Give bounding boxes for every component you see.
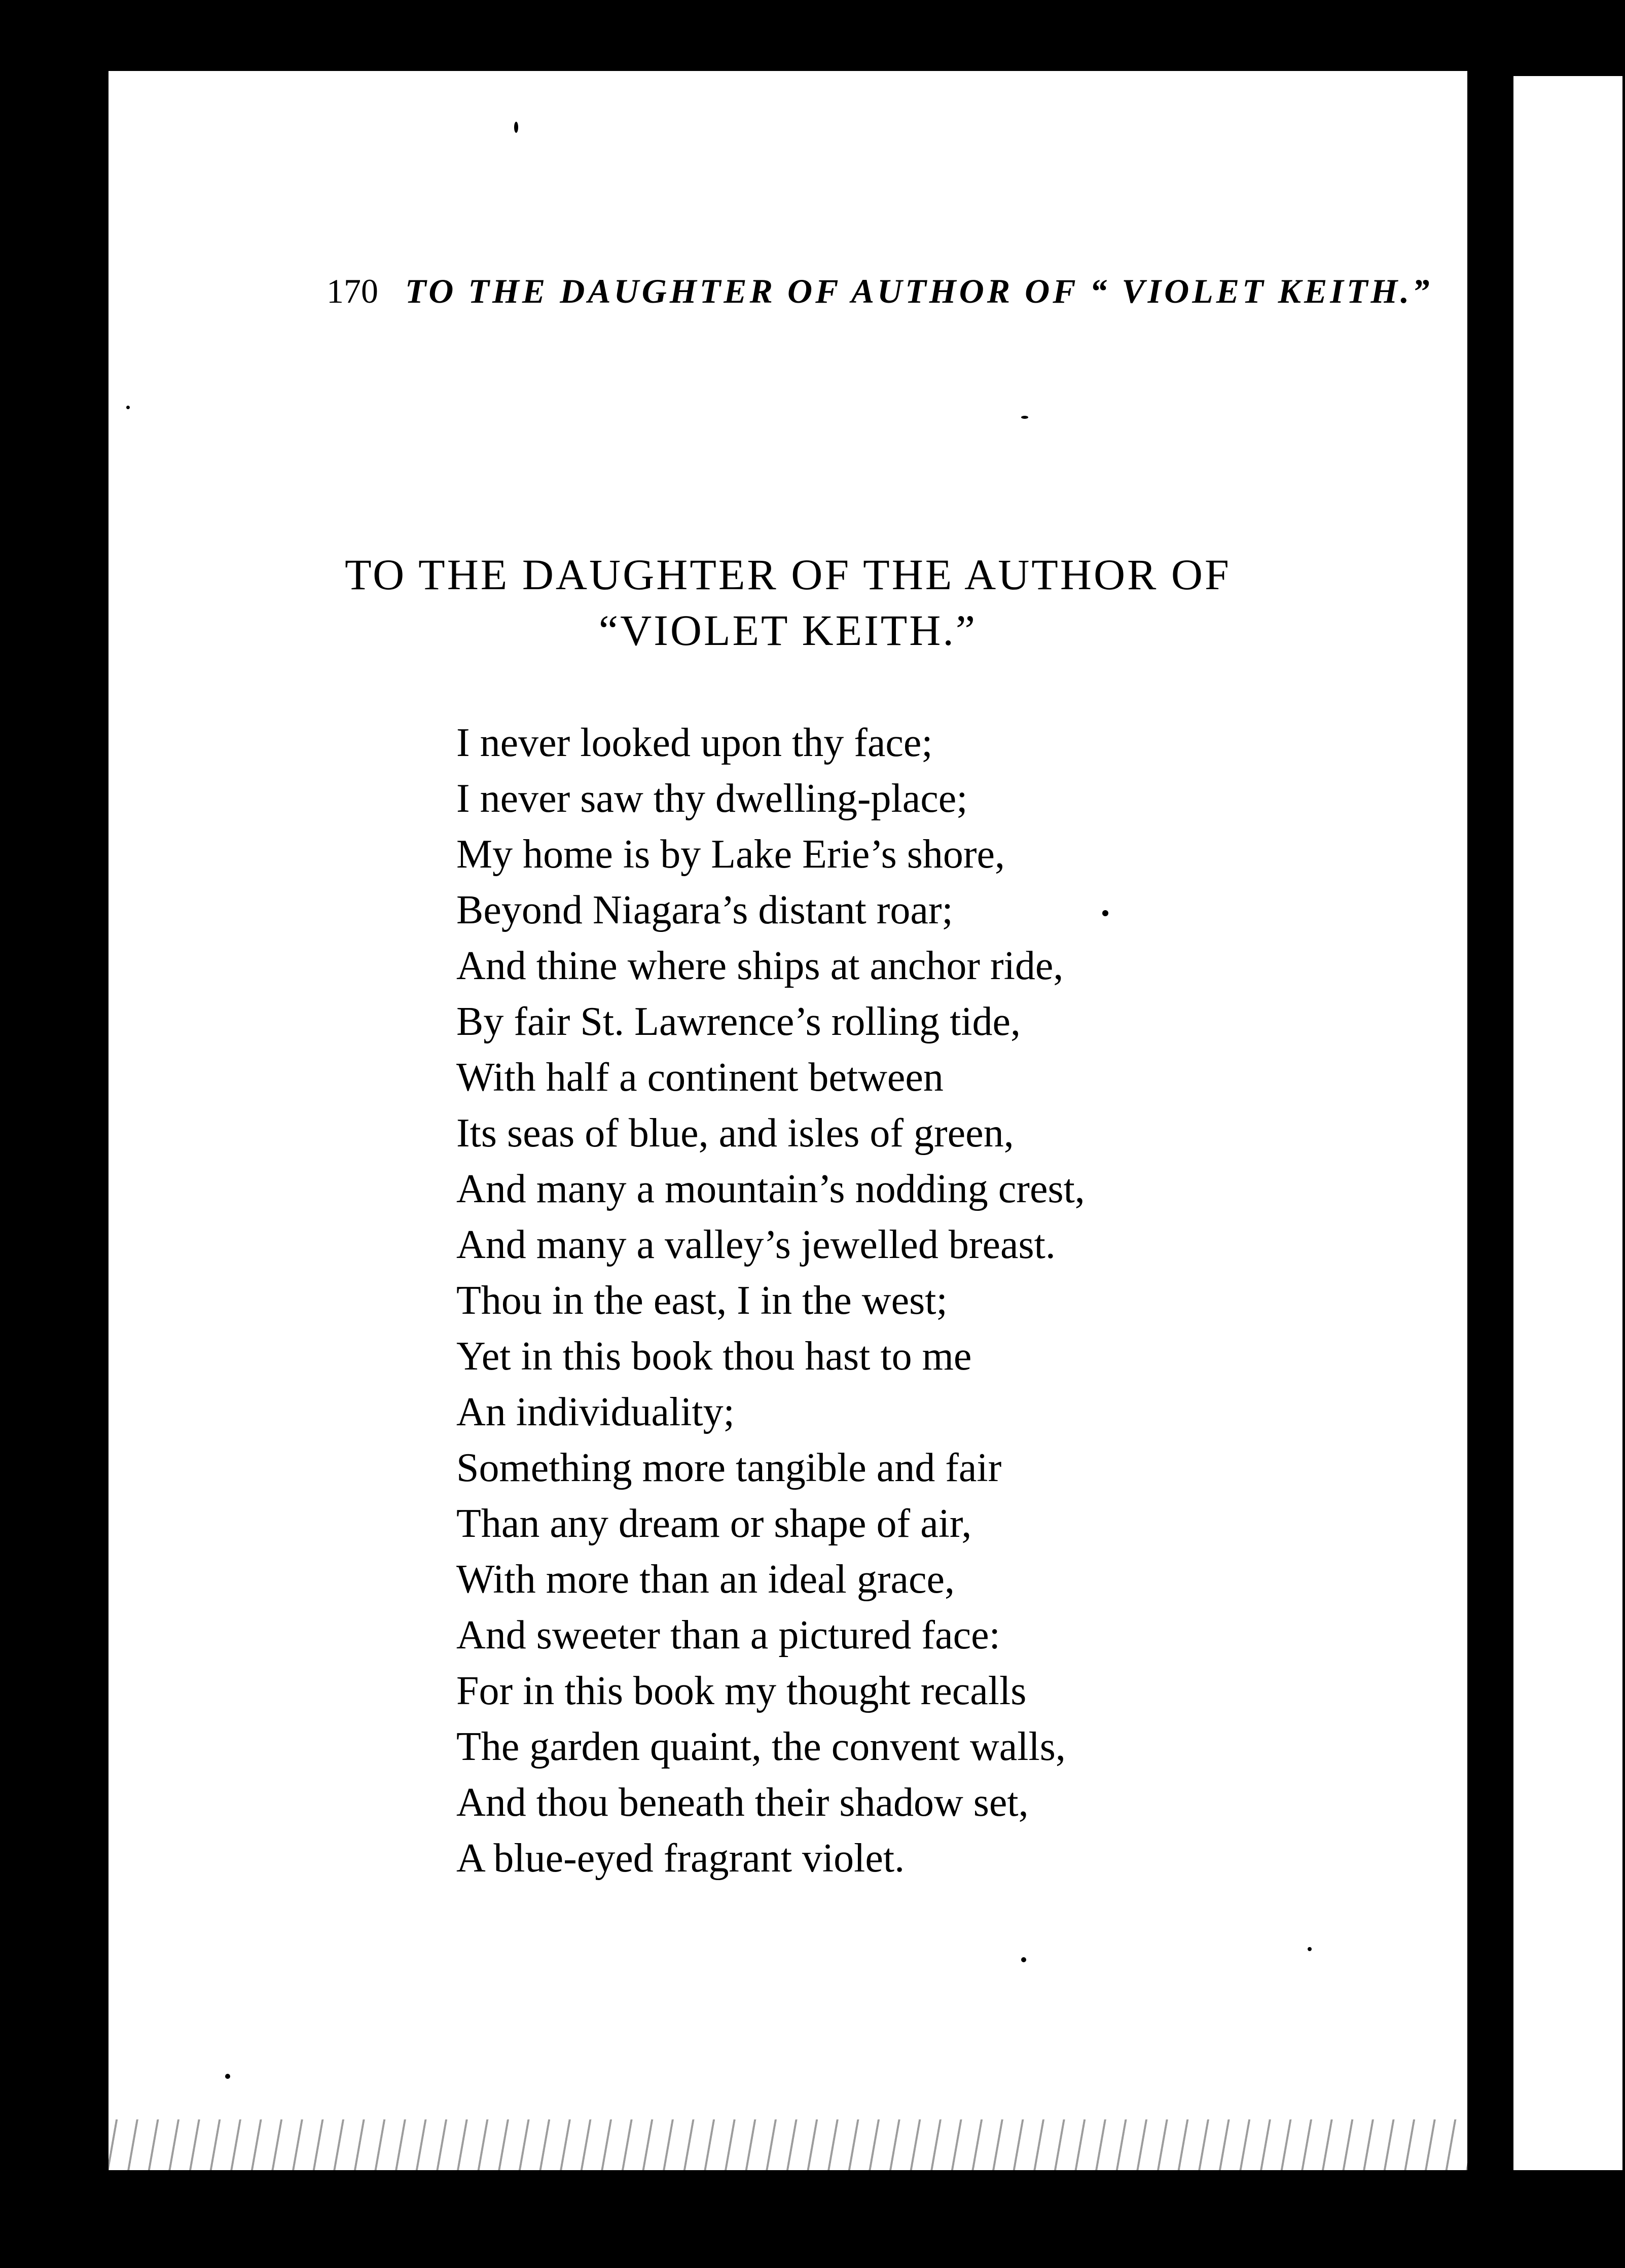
running-title: TO THE DAUGHTER OF AUTHOR OF “ VIOLET KEITH.” [405,272,1433,310]
poem-line: And thine where ships at anchor ride, [456,944,1064,988]
poem-title-line-1: TO THE DAUGHTER OF THE AUTHOR OF [345,550,1231,599]
scan-speck [1021,1957,1026,1962]
poem-line: I never looked upon thy face; [456,721,933,765]
scan-speck [1102,910,1108,916]
poem-line: With half a continent between [456,1055,944,1100]
scan-speck [1308,1947,1312,1951]
poem-line: Thou in the east, I in the west; [456,1278,948,1323]
scan-speck [514,122,518,133]
poem-line: And thou beneath their shadow set, [456,1780,1029,1825]
poem-line: An individuality; [456,1390,735,1434]
poem-line: Beyond Niagara’s distant roar; [456,888,953,932]
poem-line: My home is by Lake Erie’s shore, [456,832,1005,877]
poem-line: I never saw thy dwelling-place; [456,776,968,821]
poem-line: And many a valley’s jewelled breast. [456,1222,1056,1267]
adjacent-page-edge [1513,76,1622,2170]
poem-line: And many a mountain’s nodding crest, [456,1167,1085,1211]
page-number: 170 [327,272,378,310]
poem-line: Something more tangible and fair [456,1446,1002,1490]
poem-line: A blue-eyed fragrant violet. [456,1836,905,1881]
scan-speck [1021,416,1028,419]
poem-line: Yet in this book thou hast to me [456,1334,972,1379]
poem-stanza [456,715,1085,1886]
poem-line: By fair St. Lawrence’s rolling tide, [456,999,1021,1044]
scan-grime [109,2119,1467,2170]
scan-speck [225,2074,230,2079]
poem-line: Than any dream or shape of air, [456,1501,972,1546]
poem-line: Its seas of blue, and isles of green, [456,1111,1014,1156]
poem-line: With more than an ideal grace, [456,1557,955,1602]
poem-line: And sweeter than a pictured face: [456,1613,1000,1658]
scan-speck [126,406,130,409]
poem-line: For in this book my thought recalls [456,1669,1027,1713]
running-head [327,274,1493,308]
book-page [109,71,1467,2170]
poem-title-line-2: “VIOLET KEITH.” [598,606,978,655]
poem-line: The garden quaint, the convent walls, [456,1724,1066,1769]
